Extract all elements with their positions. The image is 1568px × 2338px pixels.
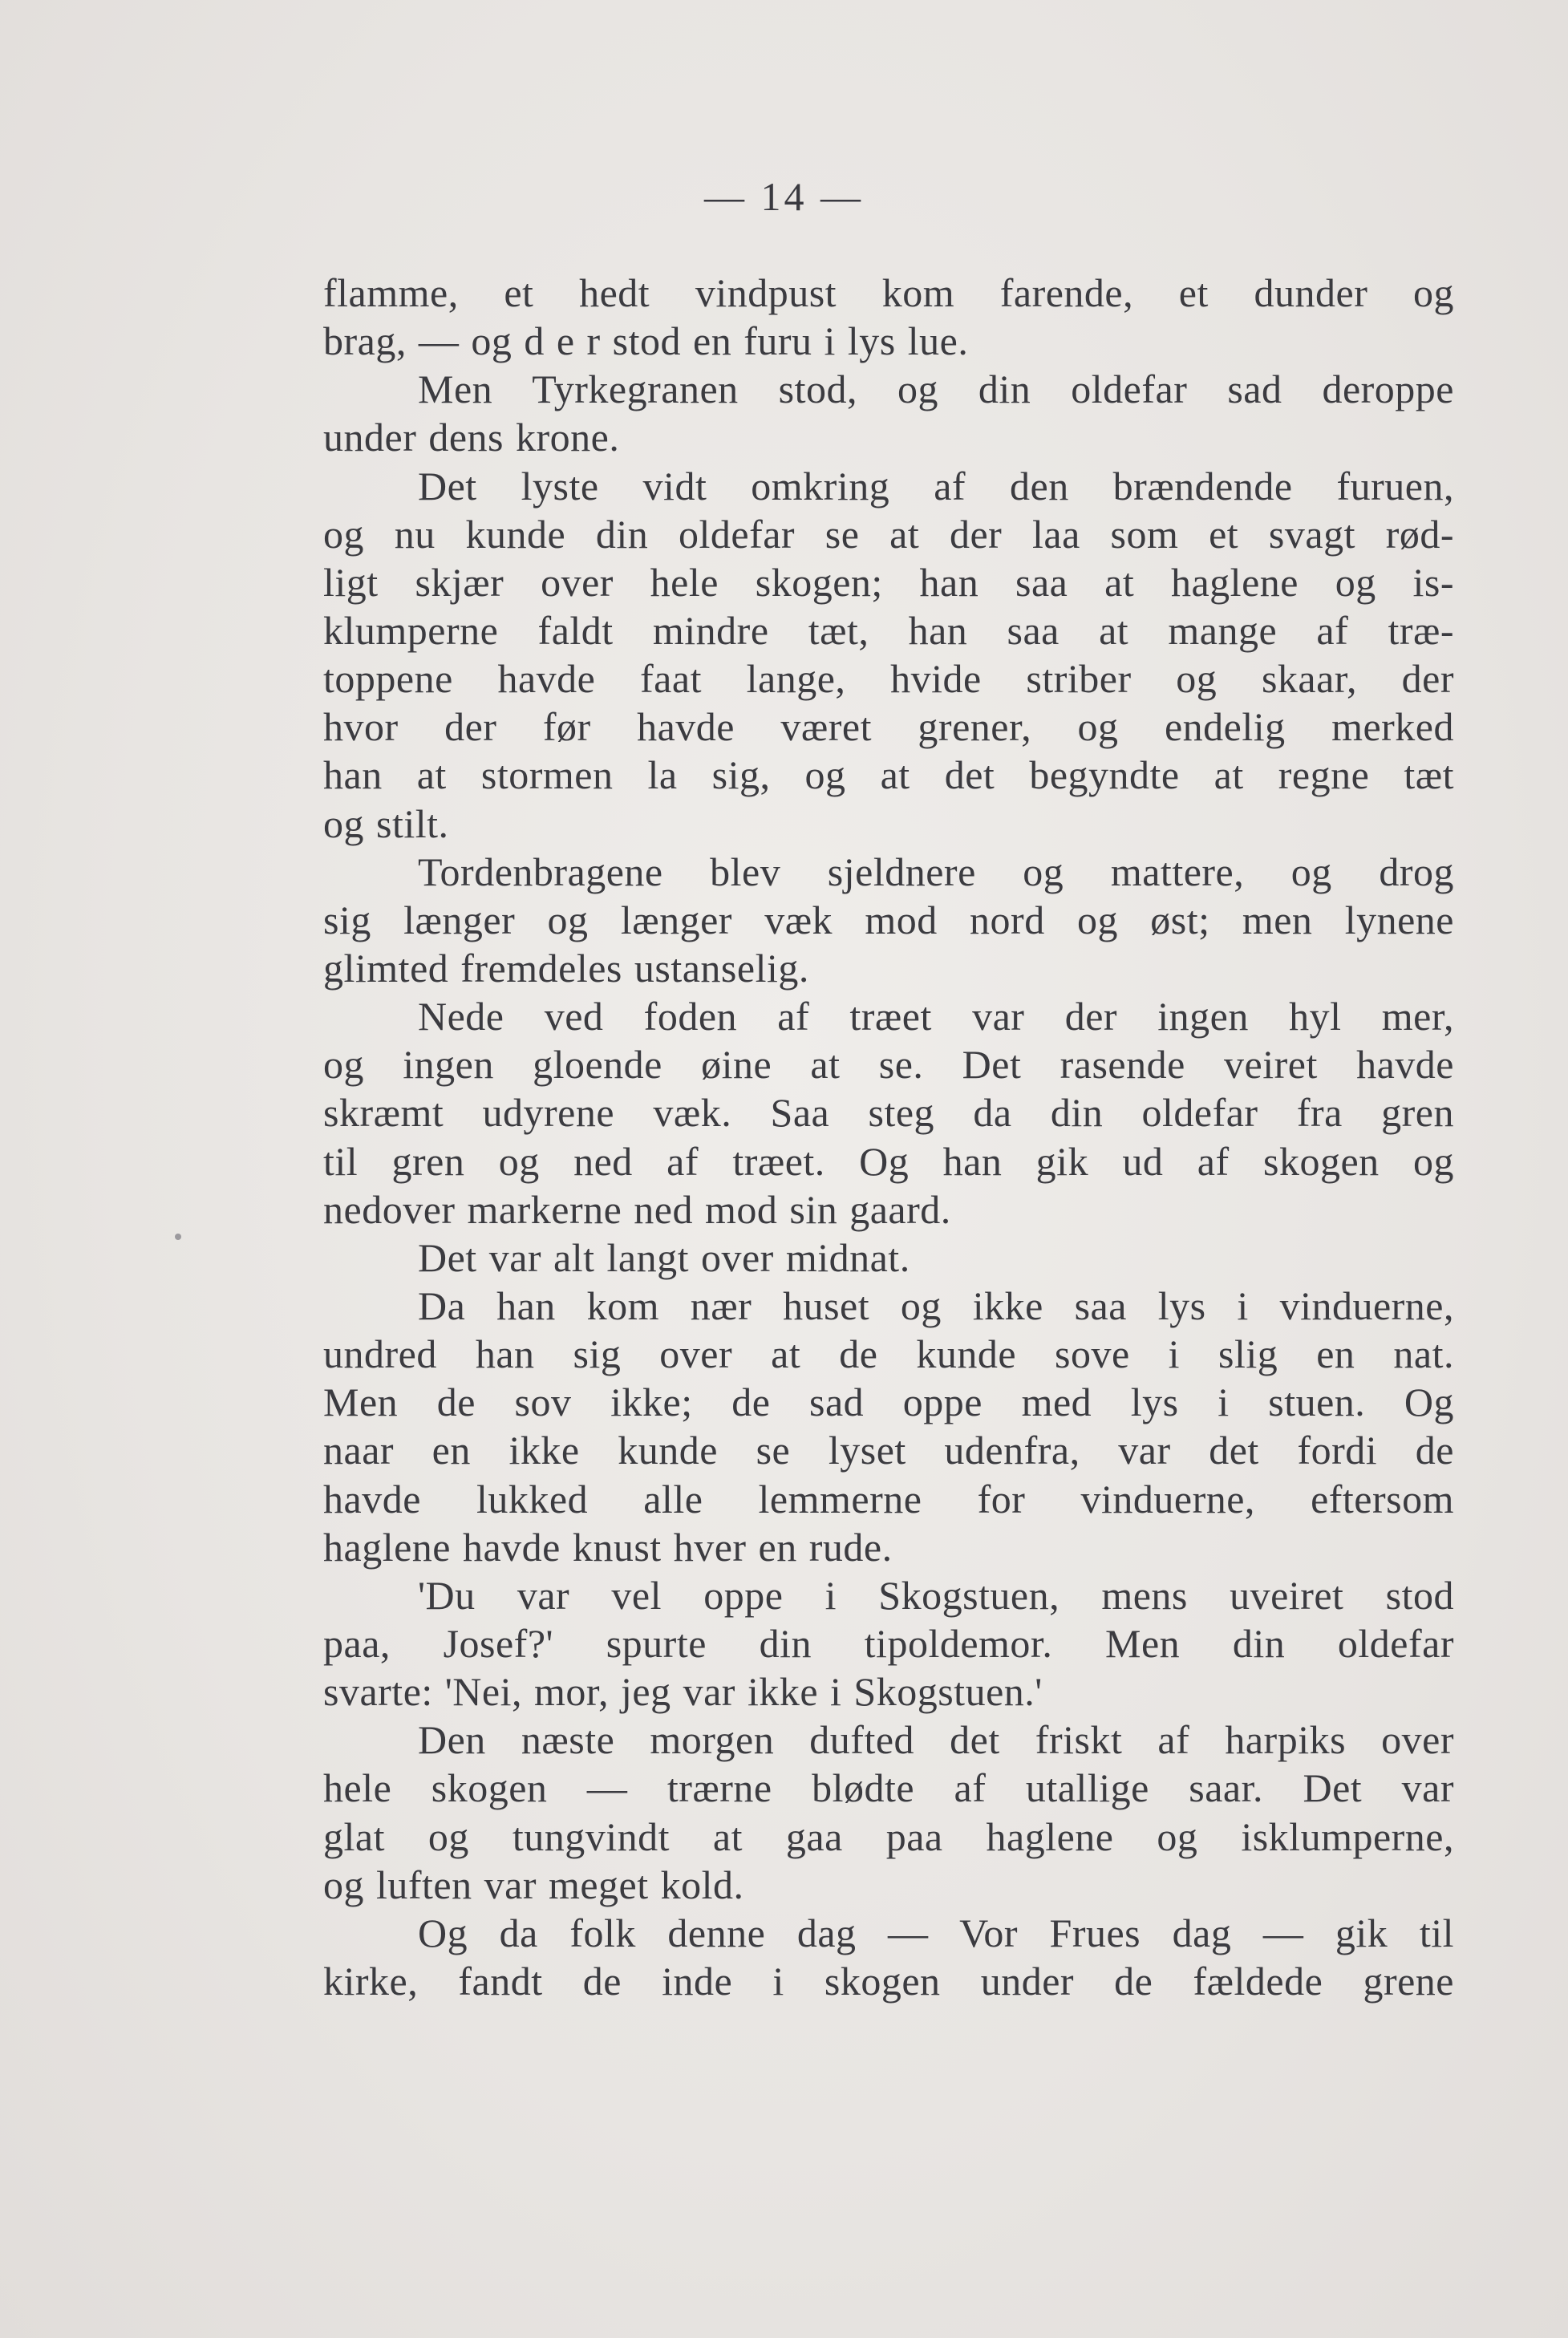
text-line: glat og tungvindt at gaa paa haglene og isklumperne,	[323, 1813, 1454, 1859]
text-line: og stilt.	[323, 800, 449, 846]
body-text	[323, 269, 1454, 2005]
text-line: nedover markerne ned mod sin gaard.	[323, 1186, 951, 1232]
text-line: naar en ikke kunde se lyset udenfra, var det fordi de	[323, 1428, 1454, 1473]
text-line: Men de sov ikke; de sad oppe med lys i stuen. Og	[323, 1380, 1454, 1425]
text-line: klumperne faldt mindre tæt, han saa at mange af træ-	[323, 607, 1454, 653]
text-line: 'Du var vel oppe i Skogstuen, mens uveiret stod	[418, 1572, 1454, 1618]
text-line: undred han sig over at de kunde sove i slig en nat.	[323, 1331, 1454, 1377]
text-line: glimted fremdeles ustanselig.	[323, 945, 809, 991]
text-line: Det lyste vidt omkring af den brændende furuen,	[418, 463, 1454, 509]
text-line: til gren og ned af træet. Og han gik ud af skogen og	[323, 1138, 1454, 1184]
text-line: haglene havde knust hver en rude.	[323, 1524, 893, 1570]
text-line: Det var alt langt over midnat.	[418, 1234, 910, 1280]
text-line: og nu kunde din oldefar se at der laa som et svagt rød-	[323, 511, 1454, 557]
text-line: sig længer og længer væk mod nord og øst; men lynene	[323, 897, 1454, 942]
text-line: hele skogen — trærne blødte af utallige saar. Det var	[323, 1765, 1454, 1811]
text-line: under dens krone.	[323, 415, 620, 460]
text-line: Og da folk denne dag — Vor Frues dag — gik til	[418, 1910, 1454, 1955]
text-line: Den næste morgen dufted det friskt af harpiks over	[418, 1717, 1454, 1763]
text-line: paa, Josef?' spurte din tipoldemor. Men din oldefar	[323, 1620, 1454, 1666]
text-line: kirke, fandt de inde i skogen under de fældede grene	[323, 1958, 1454, 2004]
text-line: toppene havde faat lange, hvide striber og skaar, der	[323, 656, 1454, 702]
margin-speck	[175, 1234, 181, 1240]
text-line: Nede ved foden af træet var der ingen hyl mer,	[418, 994, 1454, 1039]
text-line: Men Tyrkegranen stod, og din oldefar sad deroppe	[418, 367, 1454, 412]
page-number: — 14 —	[704, 174, 864, 219]
text-line: ligt skjær over hele skogen; han saa at haglene og is-	[323, 559, 1454, 605]
text-line: havde lukked alle lemmerne for vinduerne, eftersom	[323, 1476, 1454, 1522]
text-line: Tordenbragene blev sjeldnere og mattere, og drog	[418, 849, 1454, 894]
text-line: brag, — og d e r stod en furu i lys lue.	[323, 318, 969, 364]
text-line: han at stormen la sig, og at det begyndte at regne tæt	[323, 752, 1454, 798]
text-line: hvor der før havde været grener, og endelig merked	[323, 704, 1454, 750]
text-line: flamme, et hedt vindpust kom farende, et dunder og	[323, 270, 1454, 315]
text-line: Da han kom nær huset og ikke saa lys i vinduerne,	[418, 1282, 1454, 1328]
text-line: og ingen gloende øine at se. Det rasende veiret havde	[323, 1042, 1454, 1088]
text-line: svarte: 'Nei, mor, jeg var ikke i Skogstuen.'	[323, 1669, 1043, 1715]
text-line: og luften var meget kold.	[323, 1862, 744, 1907]
text-line: skræmt udyrene væk. Saa steg da din oldefar fra gren	[323, 1090, 1454, 1136]
